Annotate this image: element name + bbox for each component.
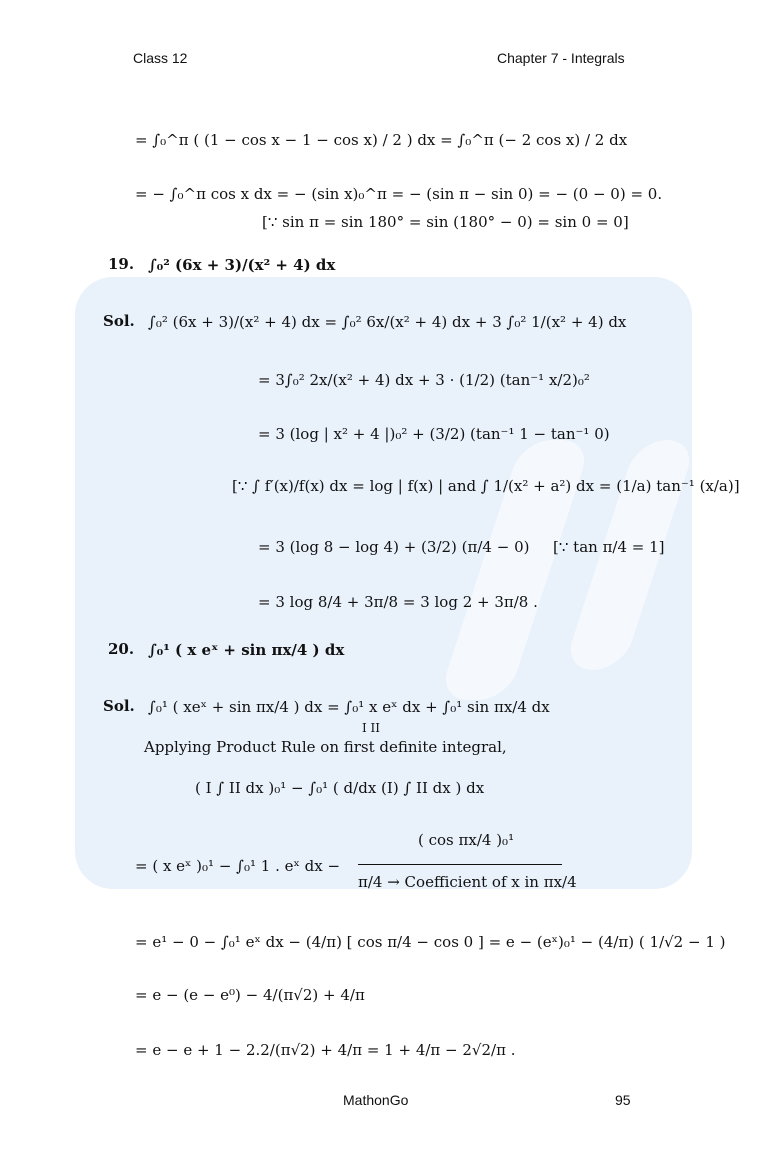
math-line: = 3 (log | x² + 4 |)₀² + (3/2) (tan⁻¹ 1 − tan⁻¹ 0) [258, 425, 610, 443]
math-line: = 3 (log 8 − log 4) + (3/2) (π/4 − 0) [258, 538, 530, 556]
solution-label: Sol. [103, 697, 135, 715]
math-line: = − ∫₀^π cos x dx = − (sin x)₀^π = − (sin π − sin 0) = − (0 − 0) = 0. [135, 185, 663, 203]
header-chapter: Chapter 7 - Integrals [497, 50, 625, 66]
header-class: Class 12 [133, 50, 188, 66]
page-number: 95 [615, 1092, 631, 1108]
fraction-numerator: ( cos πx/4 )₀¹ [418, 831, 515, 849]
question-19: ∫₀² (6x + 3)/(x² + 4) dx [148, 256, 336, 274]
math-line: I II [362, 721, 381, 735]
math-line: = ( x eˣ )₀¹ − ∫₀¹ 1 . eˣ dx − [135, 857, 341, 875]
math-line: = 3 log 8/4 + 3π/8 = 3 log 2 + 3π/8 . [258, 593, 538, 611]
question-number: 19. [108, 255, 135, 273]
question-20: ∫₀¹ ( x eˣ + sin πx/4 ) dx [148, 641, 345, 659]
footer-brand: MathonGo [343, 1092, 409, 1108]
math-line: [∵ ∫ f′(x)/f(x) dx = log | f(x) | and ∫ 1/(x² + a²) dx = (1/a) tan⁻¹ (x/a)] [232, 477, 740, 495]
math-line: ( I ∫ II dx )₀¹ − ∫₀¹ ( d/dx (I) ∫ II dx ) dx [195, 779, 485, 797]
math-line: = 3∫₀² 2x/(x² + 4) dx + 3 · (1/2) (tan⁻¹ x/2)₀² [258, 371, 590, 389]
fraction-bar [358, 864, 562, 865]
math-line: ∫₀¹ ( xeˣ + sin πx/4 ) dx = ∫₀¹ x eˣ dx + ∫₀¹ sin πx/4 dx [148, 698, 550, 716]
math-line: = e¹ − 0 − ∫₀¹ eˣ dx − (4/π) [ cos π/4 − cos 0 ] = e − (eˣ)₀¹ − (4/π) ( 1/√2 − 1 ) [135, 933, 726, 951]
math-line: = ∫₀^π ( (1 − cos x − 1 − cos x) / 2 ) dx = ∫₀^π (− 2 cos x) / 2 dx [135, 131, 628, 149]
math-line: [∵ tan π/4 = 1] [553, 538, 665, 556]
math-line: = e − e + 1 − 2.2/(π√2) + 4/π = 1 + 4/π − 2√2/π . [135, 1041, 516, 1059]
solution-label: Sol. [103, 312, 135, 330]
math-line: = e − (e − e⁰) − 4/(π√2) + 4/π [135, 986, 365, 1004]
text-line: Applying Product Rule on first definite integral, [144, 738, 507, 756]
math-line: [∵ sin π = sin 180° = sin (180° − 0) = sin 0 = 0] [262, 213, 629, 231]
math-line: ∫₀² (6x + 3)/(x² + 4) dx = ∫₀² 6x/(x² + 4) dx + 3 ∫₀² 1/(x² + 4) dx [148, 313, 627, 331]
question-number: 20. [108, 640, 135, 658]
fraction-denominator: π/4 → Coefficient of x in πx/4 [358, 873, 577, 891]
